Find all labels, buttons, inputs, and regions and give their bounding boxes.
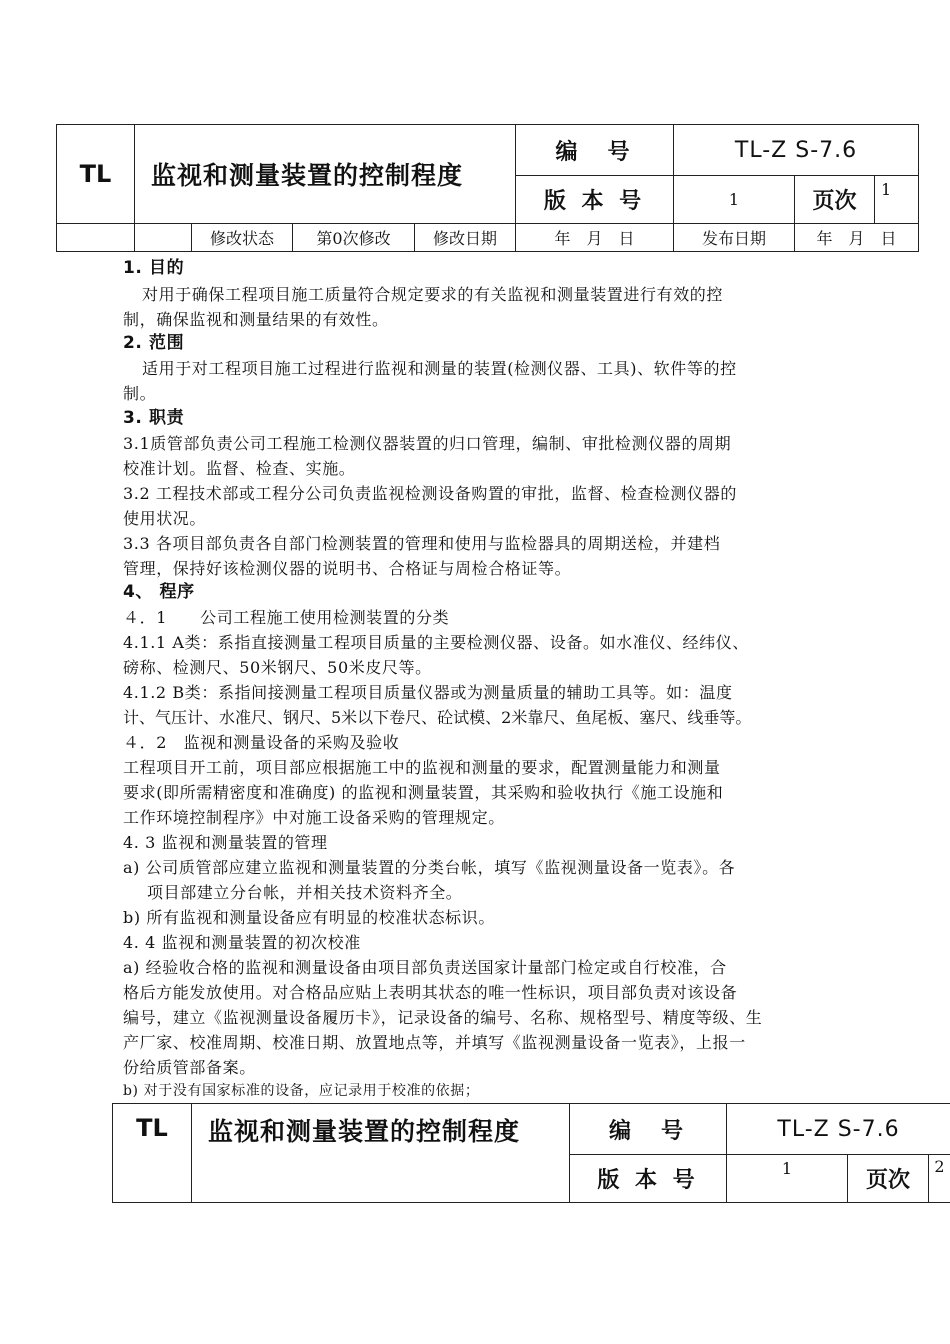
- paragraph: 4.1.1 A类：系指直接测量工程项目质量的主要检测仪器、设备。如水准仪、经纬仪、: [123, 633, 749, 652]
- revision-status-label: 修改状态: [192, 224, 293, 252]
- paragraph: 格后方能发放使用。对合格品应贴上表明其状态的唯一性标识，项目部负责对该设备: [123, 983, 738, 1002]
- list-item: b) 所有监视和测量设备应有明显的校准状态标识。: [123, 908, 495, 927]
- list-item-continued: 项目部建立分台帐，并相关技术资料齐全。: [147, 883, 463, 902]
- section-1-title: 1. 目的: [123, 258, 185, 278]
- page-value: 2: [929, 1155, 950, 1203]
- code-label: 编 号: [570, 1104, 727, 1155]
- section-4-title: 4、 程序: [123, 582, 195, 602]
- paragraph: 4.1.2 B类：系指间接测量工程项目质量仪器或为测量质量的辅助工具等。如：温度: [123, 683, 733, 702]
- document-header-page-2: [112, 1103, 950, 1203]
- version-value: 1: [674, 176, 795, 224]
- company-logo-cell: TL: [57, 125, 135, 224]
- page-value: 1: [875, 176, 919, 224]
- list-item: a) 公司质管部应建立监视和测量装置的分类台帐，填写《监视测量设备一览表》。各: [123, 858, 736, 877]
- list-item: a) 经验收合格的监视和测量设备由项目部负责送国家计量部门检定或自行校准，合: [123, 958, 727, 977]
- revision-status-value: 第0次修改: [293, 224, 415, 252]
- paragraph: 校准计划。监督、检查、实施。: [123, 459, 356, 478]
- paragraph: 3.2 工程技术部或工程分公司负责监视检测设备购置的审批，监督、检查检测仪器的: [123, 484, 737, 503]
- version-label: 版 本 号: [570, 1155, 727, 1203]
- revision-date-value: 年 月 日: [516, 224, 674, 252]
- revision-blank-cell: [57, 224, 135, 252]
- version-value: 1: [727, 1155, 848, 1203]
- subsection-title: ４．2 监视和测量设备的采购及验收: [123, 733, 400, 752]
- document-title: 监视和测量装置的控制程度: [192, 1104, 570, 1203]
- subsection-title: ４．1 公司工程施工使用检测装置的分类: [123, 608, 450, 627]
- page-label: 页次: [848, 1155, 929, 1203]
- revision-blank-cell-2: [135, 224, 192, 252]
- publish-date-label: 发布日期: [674, 224, 795, 252]
- document-header: [56, 124, 919, 252]
- list-item: b) 对于没有国家标准的设备，应记录用于校准的依据；: [123, 1083, 480, 1099]
- section-2-title: 2. 范围: [123, 333, 185, 353]
- section-3-title: 3. 职责: [123, 408, 185, 428]
- subsection-title: 4. 3 监视和测量装置的管理: [123, 833, 328, 852]
- publish-date-value: 年 月 日: [795, 224, 919, 252]
- paragraph: 管理，保持好该检测仪器的说明书、合格证与周检合格证等。: [123, 559, 572, 578]
- paragraph: 3.3 各项目部负责各自部门检测装置的管理和使用与监检器具的周期送检，并建档: [123, 534, 721, 553]
- paragraph: 计、气压计、水准尺、钢尺、5米以下卷尺、砼试模、2米靠尺、鱼尾板、塞尺、线垂等。: [123, 708, 752, 727]
- paragraph: 要求(即所需精密度和准确度) 的监视和测量装置，其采购和验收执行《施工设施和: [123, 783, 724, 802]
- version-label: 版 本 号: [516, 176, 674, 224]
- code-value: TL-Z S-7.6: [727, 1104, 950, 1155]
- paragraph: 对用于确保工程项目施工质量符合规定要求的有关监视和测量装置进行有效的控: [142, 285, 724, 304]
- paragraph: 份给质管部备案。: [123, 1058, 256, 1077]
- paragraph: 3.1质管部负责公司工程施工检测仪器装置的归口管理，编制、审批检测仪器的周期: [123, 434, 732, 453]
- paragraph: 制。: [123, 384, 157, 403]
- paragraph: 使用状况。: [123, 509, 207, 528]
- page-label: 页次: [795, 176, 875, 224]
- paragraph: 磅称、检测尺、50米钢尺、50米皮尺等。: [123, 658, 432, 677]
- code-label: 编 号: [516, 125, 674, 176]
- document-title: 监视和测量装置的控制程度: [135, 125, 516, 224]
- revision-date-label: 修改日期: [415, 224, 516, 252]
- paragraph: 产厂家、校准周期、校准日期、放置地点等，并填写《监视测量设备一览表》，上报一: [123, 1033, 746, 1052]
- paragraph: 制，确保监视和测量结果的有效性。: [123, 310, 389, 329]
- paragraph: 编号，建立《监视测量设备履历卡》，记录设备的编号、名称、规格型号、精度等级、生: [123, 1008, 763, 1027]
- paragraph: 工程项目开工前，项目部应根据施工中的监视和测量的要求，配置测量能力和测量: [123, 758, 721, 777]
- company-logo-cell: TL: [113, 1104, 192, 1203]
- subsection-title: 4. 4 监视和测量装置的初次校准: [123, 933, 361, 952]
- paragraph: 适用于对工程项目施工过程进行监视和测量的装置(检测仪器、工具)、软件等的控: [142, 359, 737, 378]
- code-value: TL-Z S-7.6: [674, 125, 919, 176]
- paragraph: 工作环境控制程序》中对施工设备采购的管理规定。: [123, 808, 505, 827]
